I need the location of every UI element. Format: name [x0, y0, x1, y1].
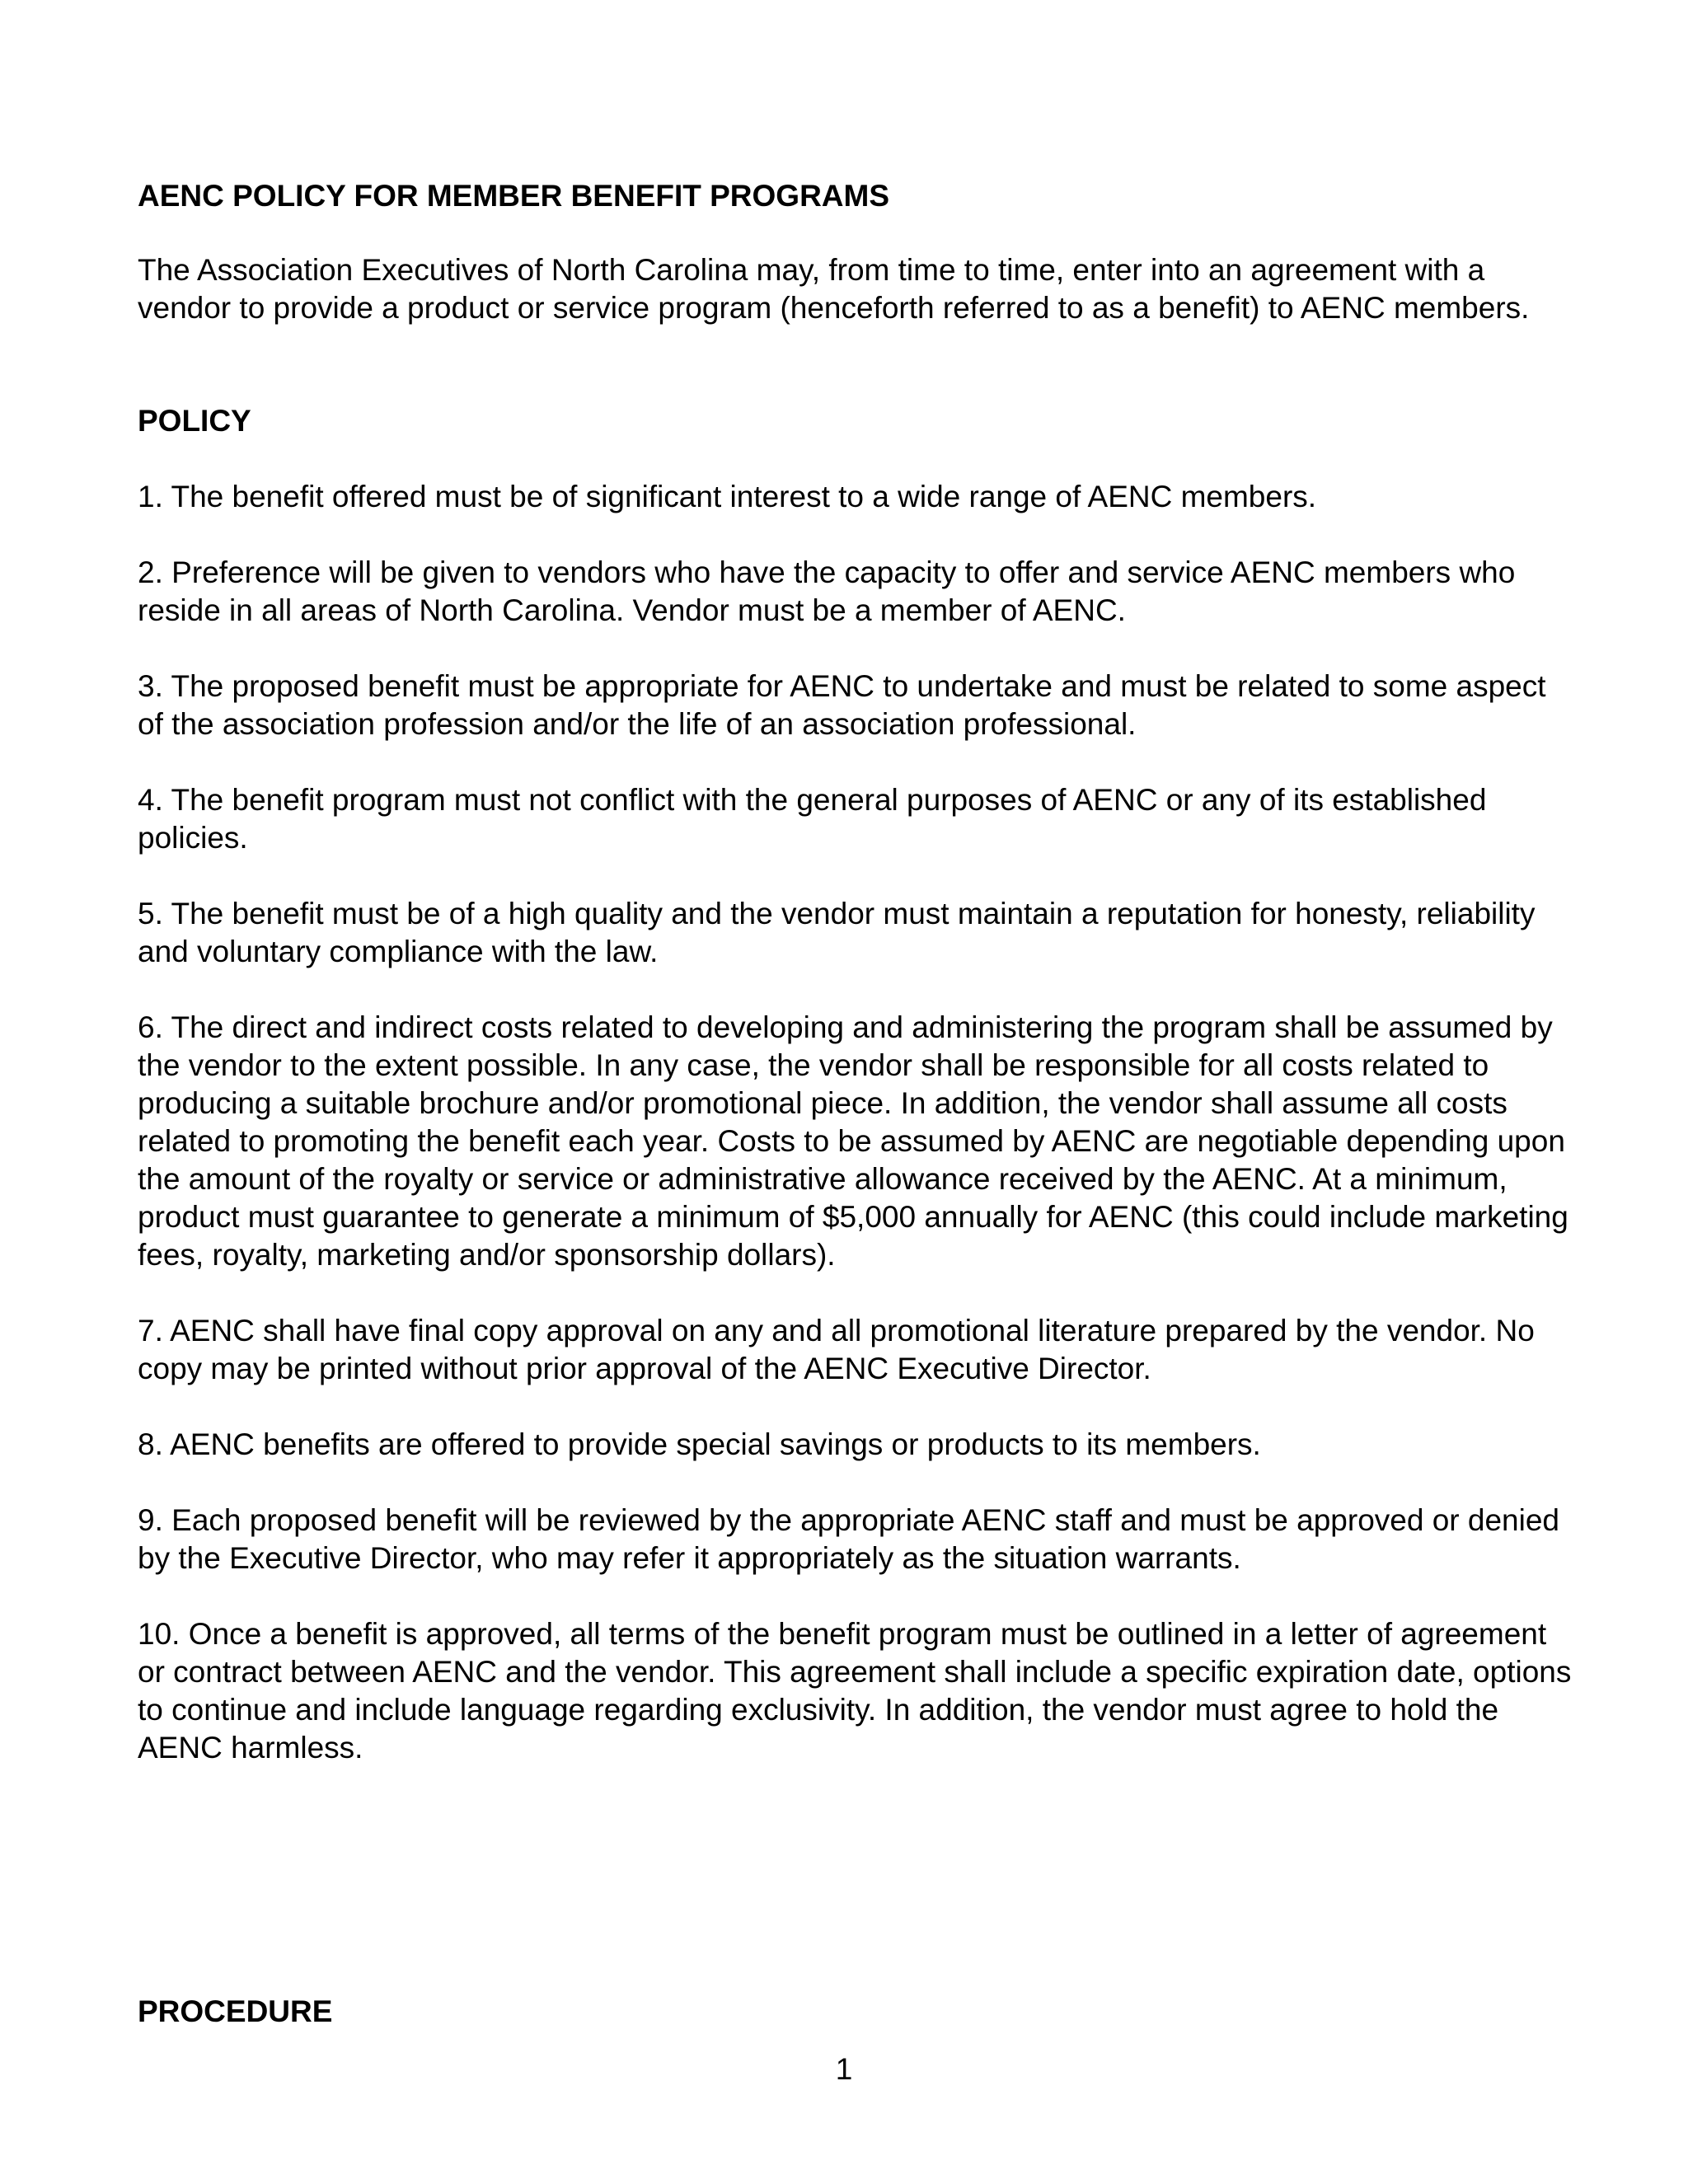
policy-item: 5. The benefit must be of a high quality and the vendor must maintain a reputation for honesty, reliability and voluntary compliance with the law.	[138, 897, 1536, 968]
policy-item: 8. AENC benefits are offered to provide special savings or products to its members.	[138, 1427, 1261, 1461]
policy-heading: POLICY	[138, 404, 251, 438]
intro-paragraph: The Association Executives of North Carolina may, from time to time, enter into an agreement with a vendor to provide a product or service program (henceforth referred to as a benefit) to AENC members.	[138, 253, 1530, 325]
procedure-heading: PROCEDURE	[138, 1994, 333, 2028]
page-number: 1	[835, 2052, 853, 2086]
policy-list	[138, 478, 1572, 1805]
policy-item: 1. The benefit offered must be of significant interest to a wide range of AENC members.	[138, 480, 1317, 513]
policy-item: 6. The direct and indirect costs related to developing and administering the program shall be assumed by the vendor to the extent possible. In any case, the vendor shall be responsible for all costs related to producing a suitable brochure and/or promotional piece. In addition, the vendor shall assume all costs related to promoting the benefit each year. Costs to be assumed by AENC are negotiable depending upon the amount of the royalty or service or administrative allowance received by the AENC. At a minimum, product must guarantee to generate a minimum of $5,000 annually for AENC (this could include marketing fees, royalty, marketing and/or sponsorship dollars).	[138, 1010, 1568, 1272]
policy-item: 10. Once a benefit is approved, all terms of the benefit program must be outlined in a letter of agreement or contract between AENC and the vendor. This agreement shall include a specific expiration date, options to continue and include language regarding exclusivity. In addition, the vendor must agree to hold the AENC harmless.	[138, 1617, 1572, 1765]
policy-item: 7. AENC shall have final copy approval on any and all promotional literature prepared by the vendor. No copy may be printed without prior approval of the AENC Executive Director.	[138, 1314, 1535, 1385]
document-title: AENC POLICY FOR MEMBER BENEFIT PROGRAMS	[138, 179, 890, 213]
policy-item: 4. The benefit program must not conflict with the general purposes of AENC or any of its established policies.	[138, 783, 1487, 855]
policy-item: 2. Preference will be given to vendors who have the capacity to offer and service AENC members who reside in all areas of North Carolina. Vendor must be a member of AENC.	[138, 555, 1516, 627]
policy-item: 9. Each proposed benefit will be reviewed by the appropriate AENC staff and must be approved or denied by the Executive Director, who may refer it appropriately as the situation warrants.	[138, 1503, 1559, 1575]
policy-item: 3. The proposed benefit must be appropriate for AENC to undertake and must be related to some aspect of the association profession and/or the life of an association professional.	[138, 669, 1546, 741]
